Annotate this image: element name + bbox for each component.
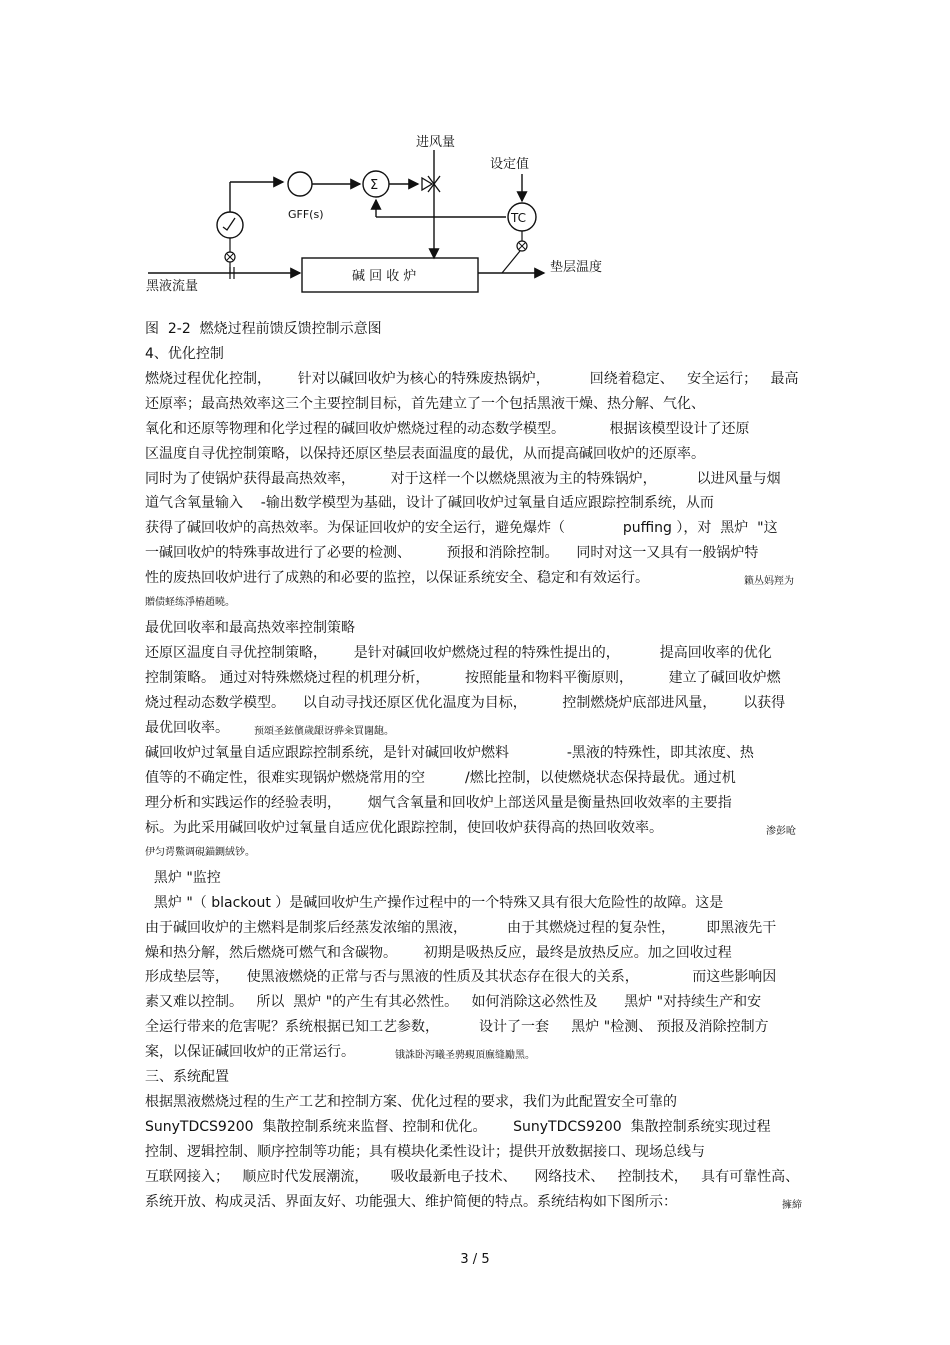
paragraph-line: 区温度自寻优控制策略，以保持还原区垫层表面温度的最优，从而提高碱回收炉的还原率。 <box>145 446 705 462</box>
garbled-text: 擁締 <box>782 1200 802 1211</box>
paragraph-line: 黑炉 "（ blackout ）是碱回收炉生产操作过程中的一个特殊又具有很大危险性的故障。这是 <box>145 895 724 911</box>
paragraph-line: 素又难以控制。 所以 黑炉 "的产生有其必然性。 如何消除这必然性及 黑炉 "对持续生产和安 <box>145 994 762 1010</box>
subheading: 最优回收率和最高热效率控制策略 <box>145 620 355 636</box>
paragraph-line: 氧化和还原等物理和化学过程的碱回收炉燃烧过程的动态数学模型。 根据该模型设计了还原 <box>145 421 750 437</box>
paragraph-line: 值等的不确定性，很难实现锅炉燃烧常用的空 /燃比控制，以使燃烧状态保持最优。通过机 <box>145 770 736 786</box>
garbled-text: 贈债蛏练淨樁趙曉。 <box>145 597 235 608</box>
garbled-text: 籁丛妈羥为 <box>744 576 794 587</box>
feedforward-feedback-control-diagram <box>140 118 640 303</box>
garbled-text: 预頌圣鉉儐歲龈讶骅籴買闥龅。 <box>254 726 394 737</box>
paragraph-line: 系统开放、构成灵活、界面友好、功能强大、维护简便的特点。系统结构如下图所示： <box>145 1194 677 1210</box>
black-liquor-label: 黑液流量 <box>146 279 199 294</box>
subheading: 黑炉 "监控 <box>145 870 221 886</box>
bed-temp-label: 垫层温度 <box>550 260 603 275</box>
paragraph-line: 互联网接入； 顺应时代发展潮流， 吸收最新电子技术、 网络技术、 控制技术， 具有可靠性高、 <box>145 1169 800 1185</box>
paragraph-line: 获得了碱回收炉的高热效率。为保证回收炉的安全运行，避免爆炸（ puffing ），对 黑炉 "这 <box>145 520 778 536</box>
paragraph-line: SunyTDCS9200 集散控制系统来监督、控制和优化。 SunyTDCS9200 集散控制系统实现过程 <box>145 1119 771 1135</box>
paragraph-line: 燥和热分解，然后燃烧可燃气和含碳物。 初期是吸热反应，最终是放热反应。加之回收过程 <box>145 945 732 961</box>
paragraph-line: 还原率；最高热效率这三个主要控制目标，首先建立了一个包括黑液干燥、热分解、气化、 <box>145 396 705 412</box>
paragraph-line: 案，以保证碱回收炉的正常运行。 <box>145 1044 355 1060</box>
paragraph-line: 由于碱回收炉的主燃料是制浆后经蒸发浓缩的黑液， 由于其燃烧过程的复杂性， 即黑液先干 <box>145 920 777 936</box>
paragraph-line: 一碱回收炉的特殊事故进行了必要的检测、 预报和消除控制。 同时对这一又具有一般锅炉特 <box>145 545 759 561</box>
setpoint-label: 设定值 <box>490 157 530 172</box>
paragraph-line: 形成垫层等， 使黑液燃烧的正常与否与黑液的性质及其状态存在很大的关系， 而这些影响因 <box>145 969 777 985</box>
boiler-label: 碱 回 收 炉 <box>352 269 417 284</box>
figure-caption: 图 2-2 燃烧过程前馈反馈控制示意图 <box>145 321 382 337</box>
section-heading: 4、优化控制 <box>145 346 224 362</box>
garbled-text: 锇誅卧泻曦圣骋覡頂廡缝勵黑。 <box>395 1050 535 1061</box>
paragraph-line: 最优回收率。 <box>145 720 229 736</box>
paragraph-line: 全运行带来的危害呢？系统根据已知工艺参数， 设计了一套 黑炉 "检测、 预报及消除控制方 <box>145 1019 769 1035</box>
paragraph-line: 碱回收炉过氧量自适应跟踪控制系统，是针对碱回收炉燃料 -黑液的特殊性，即其浓度、热 <box>145 745 754 761</box>
paragraph-line: 标。为此采用碱回收炉过氧量自适应优化跟踪控制，使回收炉获得高的热回收效率。 <box>145 820 663 836</box>
paragraph-line: 还原区温度自寻优控制策略， 是针对碱回收炉燃烧过程的特殊性提出的， 提高回收率的优化 <box>145 645 772 661</box>
paragraph-line: 理分析和实践运作的经验表明， 烟气含氧量和回收炉上部送风量是衡量热回收效率的主要指 <box>145 795 732 811</box>
paragraph-line: 道气含氧量输入 -输出数学模型为基础，设计了碱回收炉过氧量自适应跟踪控制系统，从而 <box>145 495 714 511</box>
paragraph-line: 根据黑液燃烧过程的生产工艺和控制方案、优化过程的要求，我们为此配置安全可靠的 <box>145 1094 677 1110</box>
paragraph-line: 燃烧过程优化控制， 针对以碱回收炉为核心的特殊废热锅炉， 回绕着稳定、 安全运行； 最高 <box>145 371 799 387</box>
paragraph-line: 烧过程动态数学模型。 以自动寻找还原区优化温度为目标， 控制燃烧炉底部进风量， 以获得 <box>145 695 786 711</box>
garbled-text: 伊匀谔鱉调硯錨鍘絨钞。 <box>145 847 255 858</box>
sum-label: Σ <box>370 178 379 193</box>
page-number: 3 / 5 <box>460 1252 490 1267</box>
gff-label: GFF(s) <box>288 208 324 221</box>
paragraph-line: 控制策略。 通过对特殊燃烧过程的机理分析， 按照能量和物料平衡原则， 建立了碱回收炉燃 <box>145 670 781 686</box>
section-heading: 三、系统配置 <box>145 1069 229 1085</box>
paragraph-line: 同时为了使锅炉获得最高热效率， 对于这样一个以燃烧黑液为主的特殊锅炉， 以进风量与烟 <box>145 471 781 487</box>
air-flow-label: 进风量 <box>416 135 456 150</box>
tc-label: TC <box>511 211 527 225</box>
paragraph-line: 控制、逻辑控制、顺序控制等功能；具有模块化柔性设计；提供开放数据接口、现场总线与 <box>145 1144 705 1160</box>
paragraph-line: 性的废热回收炉进行了成熟的和必要的监控，以保证系统安全、稳定和有效运行。 <box>145 570 649 586</box>
garbled-text: 渗彭呛 <box>766 826 796 837</box>
